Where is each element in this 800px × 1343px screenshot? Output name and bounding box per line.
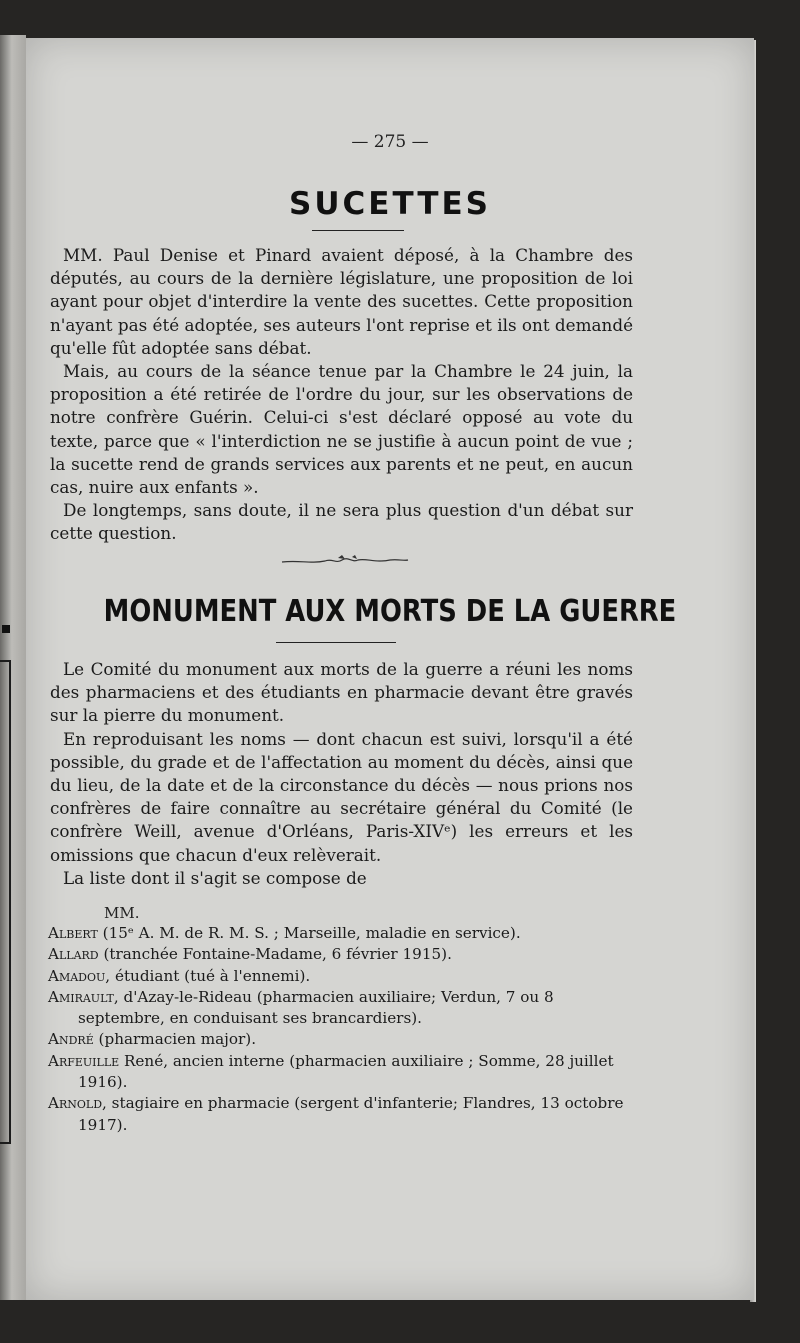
paragraph: En reproduisant les noms — dont chacun est suivi, lorsqu'il a été possible, du grade et de l'affectation au moment du décès, ainsi que du lieu, de la date et de la circonstance du décès — nous prions nos confrères de faire connaître au secrétaire général du Comité (le confrère Weill, avenue d'Orléans, Paris-XIVᵉ) les erreurs et les omissions que chacun d'eux relèverait. <box>50 728 633 865</box>
list-item <box>48 1029 636 1050</box>
section-title-sucettes: SUCETTES <box>289 186 491 222</box>
entry-details: (pharmacien major). <box>93 1030 257 1049</box>
paragraph: La liste dont il s'agit se compose de <box>63 867 367 888</box>
entry-details: (tranchée Fontaine-Madame, 6 février 1915). <box>98 945 452 964</box>
monument-article <box>50 658 633 890</box>
entry-details: René, ancien interne (pharmacien auxiliaire ; Somme, 28 juillet 1916). <box>78 1051 614 1092</box>
paragraph: MM. Paul Denise et Pinard avaient déposé, à la Chambre des députés, au cours de la dernière législature, une proposition de loi ayant pour objet d'interdire la vente des sucettes. Cette proposition n'ayant pas été adoptée, ses auteurs l'ont reprise et ils ont demandé qu'elle fût adoptée sans débat. <box>50 245 633 358</box>
sucettes-article <box>50 244 633 546</box>
entry-details: , étudiant (tué à l'ennemi). <box>105 966 311 985</box>
title-underline <box>312 230 404 231</box>
list-item <box>48 987 636 1030</box>
page-number: — 275 — <box>351 132 429 152</box>
entry-details: (15ᵉ A. M. de R. M. S. ; Marseille, maladie en service). <box>97 924 521 942</box>
entry-name: Arnold <box>48 1094 103 1113</box>
decorative-ornament <box>280 554 410 566</box>
paragraph: Le Comité du monument aux morts de la guerre a réuni les noms des pharmaciens et des étudiants en pharmacie devant être gravés sur la pierre du monument. <box>50 659 633 726</box>
facing-page-edge <box>0 35 26 1300</box>
list-item <box>48 1093 636 1136</box>
entry-name: Allard <box>48 945 99 964</box>
section-title-monument: MONUMENT AUX MORTS DE LA GUERRE <box>103 594 677 629</box>
list-item <box>48 923 636 944</box>
list-item <box>48 966 636 987</box>
list-heading: MM. <box>104 904 140 922</box>
paragraph: Mais, au cours de la séance tenue par la Chambre le 24 juin, la proposition a été retirée de l'ordre du jour, sur les observations de notre confrère Guérin. Celui-ci s'est déclaré opposé au vote du texte, parce que « l'interdiction ne se justifie à aucun point de vue ; la sucette rend de grands services aux parents et ne peut, en aucun cas, nuire aux enfants ». <box>50 361 633 498</box>
facing-page-mark <box>2 625 10 633</box>
entry-details: , d'Azay-le-Rideau (pharmacien auxiliaire; Verdun, 7 ou 8 septembre, en conduisant ses brancardiers). <box>78 987 554 1028</box>
entry-name: Amadou <box>48 966 106 985</box>
entry-name: André <box>48 1030 94 1049</box>
name-list <box>48 923 636 1136</box>
title-underline <box>276 642 396 643</box>
list-item <box>48 1051 636 1094</box>
paragraph: De longtemps, sans doute, il ne sera plus question d'un débat sur cette question. <box>50 500 633 544</box>
list-item <box>48 944 636 965</box>
entry-name: Amirault <box>48 987 114 1006</box>
entry-details: , stagiaire en pharmacie (sergent d'infanterie; Flandres, 13 octobre 1917). <box>78 1094 624 1134</box>
book-page <box>26 38 754 1300</box>
facing-page-frame <box>0 660 11 1144</box>
entry-name: Albert <box>48 924 98 942</box>
entry-name: Arfeuille <box>48 1051 120 1070</box>
